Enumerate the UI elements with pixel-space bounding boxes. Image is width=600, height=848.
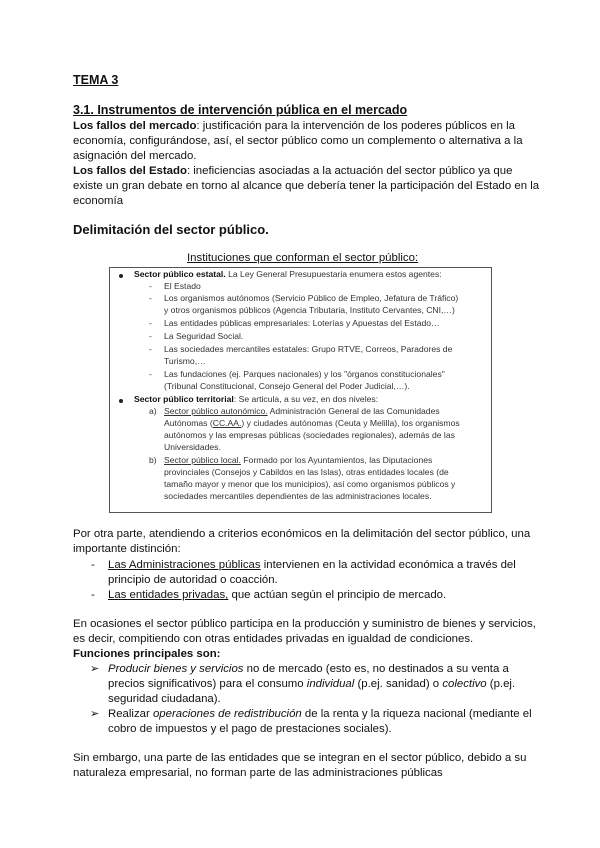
estatal-item: El Estado — [164, 281, 201, 291]
fallos-mercado-label: Los fallos del mercado — [73, 120, 197, 132]
dash-icon: - — [149, 331, 152, 341]
estatal-item: La Seguridad Social. — [164, 331, 244, 341]
local-line4: sociedades mercantiles dependientes de las administraciones locales. — [164, 491, 432, 501]
autonomico-line3: autónomos y las empresas públicas (sociedades regionales), además de las — [164, 430, 455, 440]
fallos-estado-label: Los fallos del Estado — [73, 165, 187, 177]
fallos-estado-line3: economía — [73, 195, 124, 207]
institutions-figure — [109, 267, 492, 513]
figure-caption: Instituciones que conforman el sector público: — [187, 252, 419, 264]
funciones-heading: Funciones principales son: — [73, 648, 221, 660]
distincion-item: Las Administraciones públicas intervienen en la actividad económica a través del — [108, 559, 516, 571]
estatal-item: Las sociedades mercantiles estatales: Grupo RTVE, Correos, Paradores de — [164, 344, 453, 354]
otra-line1: Por otra parte, atendiendo a criterios económicos en la delimitación del sector público, una — [73, 528, 531, 540]
tema-title: TEMA 3 — [73, 73, 119, 87]
fallos-mercado-line3: asignación del mercado. — [73, 150, 197, 162]
delimitacion-heading: Delimitación del sector público. — [73, 222, 269, 237]
funcion-item: Realizar operaciones de redistribución de la renta y la riqueza nacional (mediante el — [108, 708, 532, 720]
dash-icon: - — [91, 559, 95, 571]
dash-icon: - — [149, 369, 152, 379]
list-marker-a: a) — [149, 406, 157, 416]
dash-icon: - — [91, 589, 95, 601]
fallos-estado-line1: Los fallos del Estado: ineficiencias asociadas a la actuación del sector público ya que — [73, 165, 513, 177]
ocasiones-line1: En ocasiones el sector público participa en la producción y suministro de bienes y servicios, — [73, 618, 536, 630]
autonomico-line4: Universidades. — [164, 442, 221, 452]
section-heading: 3.1. Instrumentos de intervención pública en el mercado — [73, 103, 408, 117]
bullet-icon — [119, 274, 123, 278]
otra-line2: importante distinción: — [73, 543, 181, 555]
dash-icon: - — [149, 293, 152, 303]
dash-icon: - — [149, 281, 152, 291]
estatal-item: Las entidades públicas empresariales: Loterías y Apuestas del Estado… — [164, 318, 440, 328]
estatal-item: Las fundaciones (ej. Parques nacionales) y los "órganos constitucionales" — [164, 369, 445, 379]
autonomico-line2: Autónomas (CC.AA.) y ciudades autónomas (Ceuta y Melilla), los organismos — [164, 418, 460, 428]
dash-icon: - — [149, 344, 152, 354]
ocasiones-line2: es decir, compitiendo con otras entidades privadas en igualdad de condiciones. — [73, 633, 474, 645]
funcion-item-cont: precios significativos) para el consumo individual (p.ej. sanidad) o colectivo (p.ej. — [108, 678, 516, 690]
distincion-item: Las entidades privadas, que actúan según el principio de mercado. — [108, 589, 447, 601]
funcion-item: Producir bienes y servicios no de mercado (esto es, no destinados a su venta a — [108, 663, 509, 675]
estatal-line: Sector público estatal. La Ley General Presupuestaria enumera estos agentes: — [134, 269, 442, 279]
arrow-bullet-icon: ➢ — [90, 708, 100, 720]
funcion-item-cont: seguridad ciudadana). — [108, 693, 221, 705]
dash-icon: - — [149, 318, 152, 328]
final-line1: Sin embargo, una parte de las entidades que se integran en el sector público, debido a su — [73, 752, 527, 764]
arrow-bullet-icon: ➢ — [90, 663, 100, 675]
estatal-item-cont: y otros organismos públicos (Agencia Tributaria, Instituto Cervantes, CNI,…) — [164, 305, 455, 315]
estatal-item-cont: Turismo,… — [164, 356, 206, 366]
fallos-estado-line2: existe un gran debate en torno al alcance que debería tener la participación del Estado en la — [73, 180, 540, 192]
local-line2: provinciales (Consejos y Cabildos en las Islas), otras entidades locales (de — [164, 467, 449, 477]
bullet-icon — [119, 399, 123, 403]
list-marker-b: b) — [149, 455, 157, 465]
fallos-mercado-line2: economía, configurándose, así, el sector público como un complemento o alternativa a la — [73, 135, 523, 147]
local-line1: Sector público local. Formado por los Ayuntamientos, las Diputaciones — [164, 455, 433, 465]
estatal-item-cont: (Tribunal Constitucional, Consejo General del Poder Judicial,…). — [164, 381, 410, 391]
autonomico-line1: Sector público autonómico. Administración General de las Comunidades — [164, 406, 440, 416]
distincion-item-cont: principio de autoridad o coacción. — [108, 574, 278, 586]
funcion-item-cont: cobro de impuestos y el pago de prestaciones sociales). — [108, 723, 392, 735]
final-line2: naturaleza empresarial, no forman parte de las administraciones públicas — [73, 767, 443, 779]
territorial-line: Sector público territorial: Se articula, a su vez, en dos niveles: — [134, 394, 379, 404]
estatal-item: Los organismos autónomos (Servicio Público de Empleo, Jefatura de Tráfico) — [164, 293, 459, 303]
fallos-mercado-line1: Los fallos del mercado: justificación para la intervención de los poderes públicos en la — [73, 120, 515, 132]
local-line3: tamaño mayor y menor que los municipios), así como organismos públicos y — [164, 479, 456, 489]
